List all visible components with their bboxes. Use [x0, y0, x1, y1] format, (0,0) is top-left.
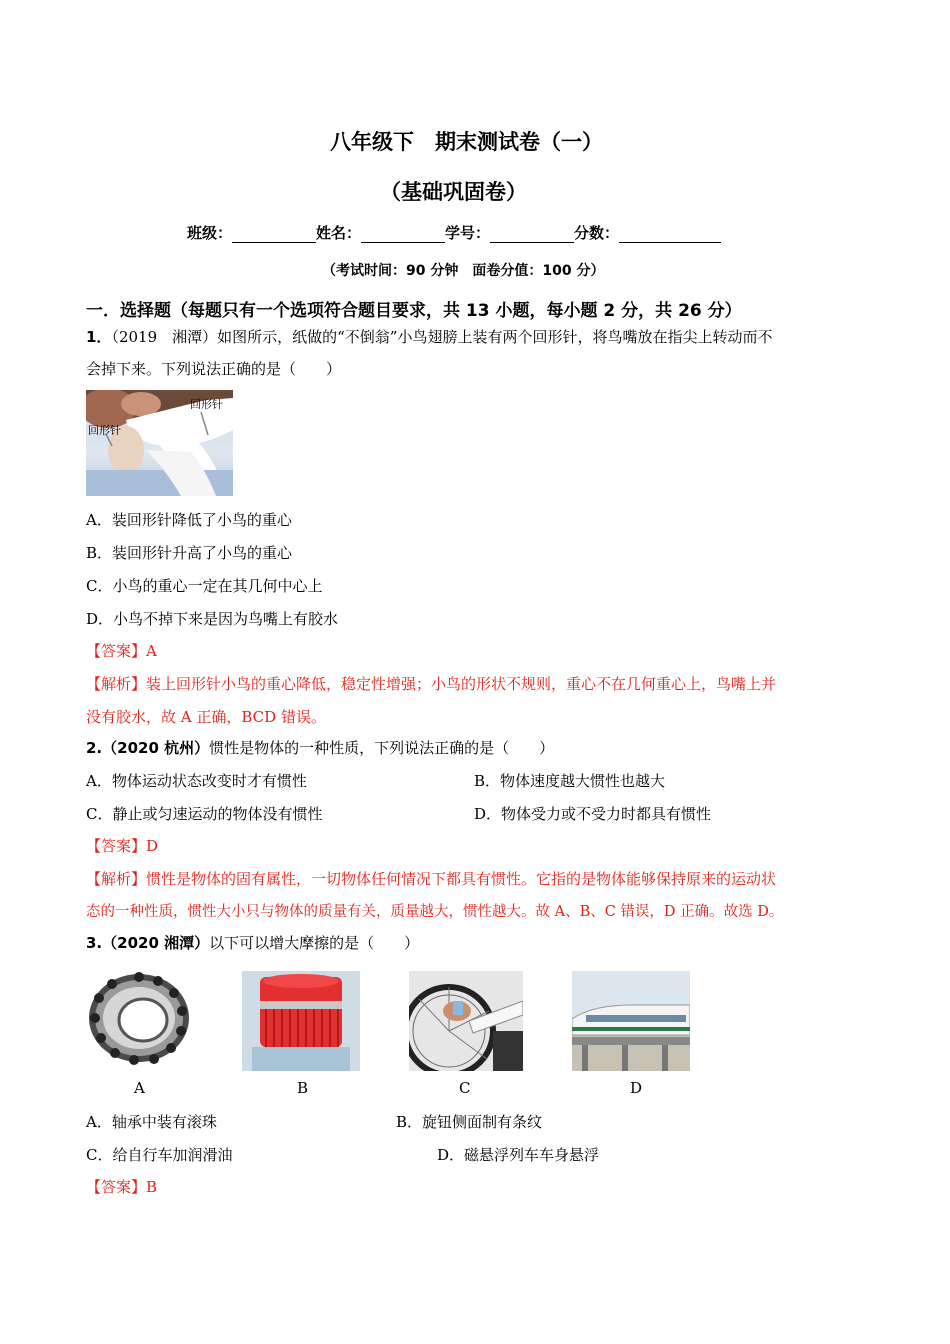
exam-meta: （考试时间：90 分钟 面卷分值：100 分）: [322, 263, 605, 279]
q3-image-d-maglev: [572, 971, 690, 1071]
q1-option-b: B．装回形针升高了小鸟的重心: [86, 544, 293, 562]
name-label: 姓名：: [316, 224, 362, 242]
q2-analysis-text: 惯性是物体的固有属性，一切物体任何情况下都具有惯性。它指的是物体能够保持原来的运动状: [146, 870, 777, 888]
q2-option-a: A．物体运动状态改变时才有惯性: [86, 772, 307, 790]
score-label: 分数：: [574, 224, 620, 242]
q3-option-c: C．给自行车加润滑油: [86, 1146, 233, 1164]
q2-number: 2.: [86, 739, 103, 757]
score-blank[interactable]: [619, 226, 721, 243]
q2-analysis-line1: [86, 869, 776, 889]
q2-answer-value: D: [146, 837, 159, 855]
q3-image-a-bearing: [86, 965, 192, 1071]
q2-analysis-line2: 态的一种性质，惯性大小只与物体的质量有关，质量越大，惯性越大。故 A、B、C 错误，D 正确。故选 D。: [86, 904, 784, 920]
q1-option-c: C．小鸟的重心一定在其几何中心上: [86, 577, 323, 595]
q3-caption-a: A: [134, 1079, 145, 1097]
q1-image-label-left: 回形针: [88, 424, 121, 437]
q3-image-c-bicycle: [409, 971, 523, 1071]
q1-option-d: D．小鸟不掉下来是因为鸟嘴上有胶水: [86, 610, 339, 628]
q3-answer-tag: 【答案】: [86, 1178, 147, 1196]
q2-analysis-tag: 【解析】: [86, 870, 147, 888]
page-title: 八年级下 期末测试卷（一）: [330, 130, 603, 154]
q1-answer-tag: 【答案】: [86, 642, 147, 660]
student-info-line: [187, 222, 721, 243]
q3-option-b: B．旋钮侧面制有条纹: [396, 1113, 543, 1131]
q1-answer: [86, 641, 157, 661]
q1-analysis-line2: 没有胶水，故 A 正确，BCD 错误。: [86, 708, 326, 726]
q1-analysis-text: 装上回形针小鸟的重心降低，稳定性增强；小鸟的形状不规则，重心不在几何重心上，鸟嘴上并: [146, 675, 777, 693]
q1-stem-text: （2019 湘潭）如图所示，纸做的“不倒翁”小鸟翅膀上装有两个回形针，将鸟嘴放在指尖上转动而不: [111, 328, 773, 346]
q3-source: （2020 湘潭）: [102, 934, 210, 952]
q2-source: （2020 杭州）: [102, 739, 210, 757]
q1-stem-line2: 会掉下来。下列说法正确的是（ ）: [86, 360, 342, 378]
q1-option-a: A．装回形针降低了小鸟的重心: [86, 511, 292, 529]
class-label: 班级：: [187, 224, 233, 242]
q3-answer-value: B: [146, 1178, 158, 1196]
class-blank[interactable]: [232, 226, 316, 243]
section-heading: 一．选择题（每题只有一个选项符合题目要求，共 13 小题，每小题 2 分，共 26 分）: [86, 301, 742, 321]
q3-option-a: A．轴承中装有滚珠: [86, 1113, 217, 1131]
q1-stem-line1: [86, 327, 772, 347]
q3-image-b-knob: [242, 971, 360, 1071]
page-subtitle: （基础巩固卷）: [380, 180, 527, 204]
q1-analysis-line1: [86, 674, 776, 694]
q2-option-d: D．物体受力或不受力时都具有惯性: [474, 805, 712, 823]
q2-option-c: C．静止或匀速运动的物体没有惯性: [86, 805, 323, 823]
q3-stem-text: 以下可以增大摩擦的是（ ）: [209, 934, 420, 952]
q3-answer: [86, 1177, 157, 1197]
q2-option-b: B．物体速度越大惯性也越大: [474, 772, 666, 790]
q2-answer-tag: 【答案】: [86, 837, 147, 855]
q1-bird-image: [86, 390, 233, 496]
q3-stem: [86, 933, 419, 953]
id-blank[interactable]: [490, 226, 574, 243]
q3-caption-b: B: [297, 1079, 309, 1097]
id-label: 学号：: [445, 224, 491, 242]
q1-number: 1．: [86, 328, 112, 346]
name-blank[interactable]: [361, 226, 445, 243]
q2-stem: [86, 738, 554, 758]
q2-answer: [86, 836, 158, 856]
q1-analysis-tag: 【解析】: [86, 675, 147, 693]
q1-answer-value: A: [146, 642, 157, 660]
q3-caption-d: D: [630, 1079, 643, 1097]
q2-stem-text: 惯性是物体的一种性质，下列说法正确的是（ ）: [209, 739, 555, 757]
q3-number: 3.: [86, 934, 103, 952]
q3-option-d: D．磁悬浮列车车身悬浮: [437, 1146, 600, 1164]
q3-caption-c: C: [459, 1079, 471, 1097]
q1-image-label-right: 回形针: [190, 398, 223, 411]
